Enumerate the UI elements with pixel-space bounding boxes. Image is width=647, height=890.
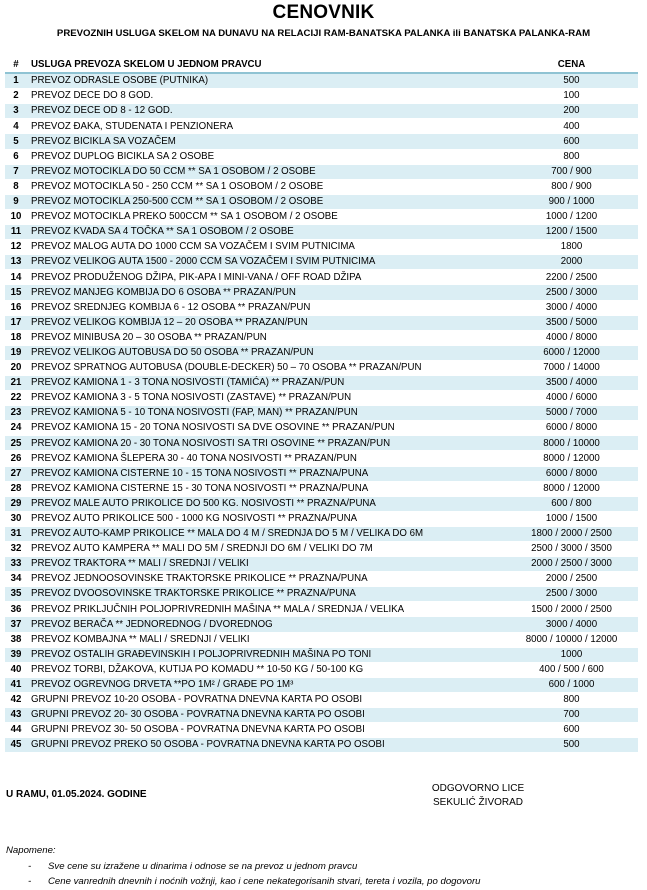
row-number: 45 — [5, 738, 27, 753]
row-price: 3000 / 4000 — [505, 617, 638, 632]
row-price: 6000 / 8000 — [505, 421, 638, 436]
table-row — [5, 315, 638, 330]
row-price: 500 — [505, 738, 638, 753]
row-number: 32 — [5, 542, 27, 557]
table-row — [5, 662, 638, 677]
row-number: 42 — [5, 692, 27, 707]
table-row — [5, 526, 638, 541]
table-row — [5, 406, 638, 421]
row-service: PREVOZ OGREVNOG DRVETA **PO 1M² / GRAĐE PO 1M³ — [27, 677, 505, 692]
row-number: 28 — [5, 481, 27, 496]
row-price: 6000 / 12000 — [505, 345, 638, 360]
row-number: 43 — [5, 708, 27, 723]
row-price: 600 / 1000 — [505, 677, 638, 692]
row-service: PREVOZ VELIKOG KOMBIJA 12 – 20 OSOBA ** PRAZAN/PUN — [27, 315, 505, 330]
row-service: PREVOZ DECE DO 8 GOD. — [27, 89, 505, 104]
row-service: PREVOZ DUPLOG BICIKLA SA 2 OSOBE — [27, 149, 505, 164]
row-number: 15 — [5, 285, 27, 300]
row-price: 6000 / 8000 — [505, 466, 638, 481]
row-number: 31 — [5, 526, 27, 541]
table-row — [5, 300, 638, 315]
responsible-title: ODGOVORNO LICE — [431, 783, 525, 794]
row-number: 10 — [5, 209, 27, 224]
document-subtitle: PREVOZNIH USLUGA SKELOM NA DUNAVU NA RELACIJI RAM-BANATSKA PALANKA ili BANATSKA PALANKA-RAM — [56, 28, 591, 39]
row-number: 3 — [5, 104, 27, 119]
row-service: PREVOZ KAMIONA 1 - 3 TONA NOSIVOSTI (TAMIĆA) ** PRAZAN/PUN — [27, 375, 505, 390]
row-number: 20 — [5, 360, 27, 375]
table-row — [5, 436, 638, 451]
row-service: GRUPNI PREVOZ 30- 50 OSOBA - POVRATNA DNEVNA KARTA PO OSOBI — [27, 723, 505, 738]
note-text: Cene vanrednih dnevnih i noćnih vožnji, kao i cene nekategorisanih stvari, tereta i vozila, po dogovoru — [48, 876, 481, 887]
row-service: PREVOZ PRODUŽENOG DŽIPA, PIK-APA I MINI-VANA / OFF ROAD DŽIPA — [27, 270, 505, 285]
row-service: PREVOZ BERAČA ** JEDNOREDNOG / DVOREDNOG — [27, 617, 505, 632]
row-number: 34 — [5, 572, 27, 587]
table-row — [5, 481, 638, 496]
table-row — [5, 255, 638, 270]
row-service: PREVOZ VELIKOG AUTA 1500 - 2000 CCM SA VOZAČEM I SVIM PUTNICIMA — [27, 255, 505, 270]
row-service: PREVOZ SREDNJEG KOMBIJA 6 - 12 OSOBA ** PRAZAN/PUN — [27, 300, 505, 315]
row-number: 17 — [5, 315, 27, 330]
row-service: PREVOZ AUTO-KAMP PRIKOLICE ** MALA DO 4 M / SREDNJA DO 5 M / VELIKA DO 6M — [27, 526, 505, 541]
row-service: PREVOZ KAMIONA 3 - 5 TONA NOSIVOSTI (ZASTAVE) ** PRAZAN/PUN — [27, 391, 505, 406]
table-row — [5, 421, 638, 436]
row-service: PREVOZ KAMIONA 5 - 10 TONA NOSIVOSTI (FAP, MAN) ** PRAZAN/PUN — [27, 406, 505, 421]
row-price: 2000 / 2500 / 3000 — [505, 557, 638, 572]
row-service: GRUPNI PREVOZ 20- 30 OSOBA - POVRATNA DNEVNA KARTA PO OSOBI — [27, 708, 505, 723]
row-number: 38 — [5, 632, 27, 647]
row-price: 8000 / 12000 — [505, 451, 638, 466]
row-price: 2000 / 2500 — [505, 572, 638, 587]
row-service: PREVOZ ĐAKA, STUDENATA I PENZIONERA — [27, 119, 505, 134]
table-row — [5, 164, 638, 179]
row-number: 30 — [5, 511, 27, 526]
row-price: 700 — [505, 708, 638, 723]
row-service: PREVOZ OSTALIH GRAĐEVINSKIH I POLJOPRIVREDNIH MAŠINA PO TONI — [27, 647, 505, 662]
table-row — [5, 723, 638, 738]
row-number: 22 — [5, 391, 27, 406]
row-service: PREVOZ KVADA SA 4 TOČKA ** SA 1 OSOBOM / 2 OSOBE — [27, 225, 505, 240]
row-number: 8 — [5, 179, 27, 194]
table-row — [5, 149, 638, 164]
row-number: 2 — [5, 89, 27, 104]
price-table — [5, 58, 638, 753]
table-row — [5, 557, 638, 572]
table-row — [5, 225, 638, 240]
row-service: PREVOZ MALE AUTO PRIKOLICE DO 500 KG. NOSIVOSTI ** PRAZNA/PUNA — [27, 496, 505, 511]
row-price: 200 — [505, 104, 638, 119]
table-header-row — [5, 58, 638, 73]
row-service: PREVOZ KOMBAJNA ** MALI / SREDNJI / VELIKI — [27, 632, 505, 647]
row-number: 1 — [5, 73, 27, 89]
note-item: - Sve cene su izražene u dinarima i odnose se na prevoz u jednom pravcu — [28, 861, 358, 872]
column-header-price: CENA — [505, 58, 638, 73]
row-price: 1800 / 2000 / 2500 — [505, 526, 638, 541]
table-row — [5, 466, 638, 481]
row-price: 800 — [505, 692, 638, 707]
row-service: PREVOZ DVOOSOVINSKE TRAKTORSKE PRIKOLICE ** PRAZNA/PUNA — [27, 587, 505, 602]
row-price: 800 / 900 — [505, 179, 638, 194]
row-price: 1000 / 1500 — [505, 511, 638, 526]
column-header-number: # — [5, 58, 27, 73]
notes-title: Napomene: — [6, 845, 56, 856]
row-service: PREVOZ KAMIONA 20 - 30 TONA NOSIVOSTI SA TRI OSOVINE ** PRAZAN/PUN — [27, 436, 505, 451]
row-service: PREVOZ AUTO KAMPERA ** MALI DO 5M / SREDNJI DO 6M / VELIKI DO 7M — [27, 542, 505, 557]
table-row — [5, 572, 638, 587]
row-price: 1500 / 2000 / 2500 — [505, 602, 638, 617]
table-row — [5, 391, 638, 406]
row-price: 2500 / 3000 — [505, 587, 638, 602]
row-number: 12 — [5, 240, 27, 255]
row-price: 400 — [505, 119, 638, 134]
row-number: 19 — [5, 345, 27, 360]
row-price: 900 / 1000 — [505, 194, 638, 209]
row-service: PREVOZ MOTOCIKLA 250-500 CCM ** SA 1 OSOBOM / 2 OSOBE — [27, 194, 505, 209]
row-number: 33 — [5, 557, 27, 572]
column-header-service: USLUGA PREVOZA SKELOM U JEDNOM PRAVCU — [27, 58, 505, 73]
row-price: 8000 / 10000 — [505, 436, 638, 451]
row-number: 9 — [5, 194, 27, 209]
row-number: 14 — [5, 270, 27, 285]
row-price: 2200 / 2500 — [505, 270, 638, 285]
row-service: PREVOZ MINIBUSA 20 – 30 OSOBA ** PRAZAN/PUN — [27, 330, 505, 345]
row-service: PREVOZ TORBI, DŽAKOVA, KUTIJA PO KOMADU ** 10-50 KG / 50-100 KG — [27, 662, 505, 677]
row-price: 600 / 800 — [505, 496, 638, 511]
table-row — [5, 451, 638, 466]
row-price: 600 — [505, 723, 638, 738]
row-number: 27 — [5, 466, 27, 481]
row-price: 3500 / 4000 — [505, 375, 638, 390]
row-price: 7000 / 14000 — [505, 360, 638, 375]
row-number: 29 — [5, 496, 27, 511]
table-row — [5, 677, 638, 692]
row-service: PREVOZ KAMIONA 15 - 20 TONA NOSIVOSTI SA DVE OSOVINE ** PRAZAN/PUN — [27, 421, 505, 436]
row-number: 18 — [5, 330, 27, 345]
row-number: 6 — [5, 149, 27, 164]
table-row — [5, 345, 638, 360]
row-price: 4000 / 8000 — [505, 330, 638, 345]
row-price: 2500 / 3000 — [505, 285, 638, 300]
table-row — [5, 738, 638, 753]
row-service: PREVOZ VELIKOG AUTOBUSA DO 50 OSOBA ** PRAZAN/PUN — [27, 345, 505, 360]
row-number: 35 — [5, 587, 27, 602]
row-service: PREVOZ KAMIONA CISTERNE 10 - 15 TONA NOSIVOSTI ** PRAZNA/PUNA — [27, 466, 505, 481]
document-title: CENOVNIK — [272, 2, 375, 23]
row-number: 24 — [5, 421, 27, 436]
table-row — [5, 542, 638, 557]
row-price: 8000 / 12000 — [505, 481, 638, 496]
row-number: 37 — [5, 617, 27, 632]
row-price: 2000 — [505, 255, 638, 270]
table-row — [5, 511, 638, 526]
row-service: PREVOZ BICIKLA SA VOZAČEM — [27, 134, 505, 149]
table-row — [5, 617, 638, 632]
table-row — [5, 692, 638, 707]
row-service: PREVOZ KAMIONA ŠLEPERA 30 - 40 TONA NOSIVOSTI ** PRAZAN/PUN — [27, 451, 505, 466]
row-service: PREVOZ TRAKTORA ** MALI / SREDNJI / VELIKI — [27, 557, 505, 572]
table-row — [5, 360, 638, 375]
row-number: 40 — [5, 662, 27, 677]
row-number: 11 — [5, 225, 27, 240]
row-service: PREVOZ ODRASLE OSOBE (PUTNIKA) — [27, 73, 505, 89]
table-row — [5, 270, 638, 285]
row-price: 4000 / 6000 — [505, 391, 638, 406]
row-number: 39 — [5, 647, 27, 662]
row-price: 5000 / 7000 — [505, 406, 638, 421]
row-service: PREVOZ KAMIONA CISTERNE 15 - 30 TONA NOSIVOSTI ** PRAZNA/PUNA — [27, 481, 505, 496]
row-service: PREVOZ MOTOCIKLA PREKO 500CCM ** SA 1 OSOBOM / 2 OSOBE — [27, 209, 505, 224]
table-row — [5, 194, 638, 209]
row-price: 2500 / 3000 / 3500 — [505, 542, 638, 557]
row-price: 3000 / 4000 — [505, 300, 638, 315]
row-number: 7 — [5, 164, 27, 179]
row-price: 400 / 500 / 600 — [505, 662, 638, 677]
table-row — [5, 104, 638, 119]
row-number: 13 — [5, 255, 27, 270]
table-row — [5, 209, 638, 224]
row-price: 100 — [505, 89, 638, 104]
row-number: 16 — [5, 300, 27, 315]
table-row — [5, 602, 638, 617]
row-price: 600 — [505, 134, 638, 149]
row-number: 4 — [5, 119, 27, 134]
row-service: PREVOZ MOTOCIKLA DO 50 CCM ** SA 1 OSOBOM / 2 OSOBE — [27, 164, 505, 179]
table-row — [5, 73, 638, 89]
row-number: 21 — [5, 375, 27, 390]
row-price: 3500 / 5000 — [505, 315, 638, 330]
row-number: 44 — [5, 723, 27, 738]
table-row — [5, 119, 638, 134]
table-row — [5, 134, 638, 149]
table-row — [5, 496, 638, 511]
responsible-name: SEKULIĆ ŽIVORAD — [432, 797, 524, 808]
row-service: PREVOZ AUTO PRIKOLICE 500 - 1000 KG NOSIVOSTI ** PRAZNA/PUNA — [27, 511, 505, 526]
row-number: 23 — [5, 406, 27, 421]
row-service: PREVOZ MANJEG KOMBIJA DO 6 OSOBA ** PRAZAN/PUN — [27, 285, 505, 300]
note-item: - Cene vanrednih dnevnih i noćnih vožnji, kao i cene nekategorisanih stvari, tereta i vozila, po dogovoru — [28, 876, 481, 887]
row-service: GRUPNI PREVOZ PREKO 50 OSOBA - POVRATNA DNEVNA KARTA PO OSOBI — [27, 738, 505, 753]
row-price: 700 / 900 — [505, 164, 638, 179]
row-price: 1000 — [505, 647, 638, 662]
table-row — [5, 587, 638, 602]
row-service: PREVOZ MOTOCIKLA 50 - 250 CCM ** SA 1 OSOBOM / 2 OSOBE — [27, 179, 505, 194]
row-service: PREVOZ JEDNOOSOVINSKE TRAKTORSKE PRIKOLICE ** PRAZNA/PUNA — [27, 572, 505, 587]
table-row — [5, 240, 638, 255]
row-service: PREVOZ DECE OD 8 - 12 GOD. — [27, 104, 505, 119]
table-row — [5, 647, 638, 662]
table-row — [5, 179, 638, 194]
row-price: 1200 / 1500 — [505, 225, 638, 240]
row-number: 25 — [5, 436, 27, 451]
row-service: GRUPNI PREVOZ 10-20 OSOBA - POVRATNA DNEVNA KARTA PO OSOBI — [27, 692, 505, 707]
row-service: PREVOZ MALOG AUTA DO 1000 CCM SA VOZAČEM I SVIM PUTNICIMA — [27, 240, 505, 255]
row-price: 1800 — [505, 240, 638, 255]
table-row — [5, 632, 638, 647]
table-row — [5, 708, 638, 723]
row-number: 5 — [5, 134, 27, 149]
row-price: 1000 / 1200 — [505, 209, 638, 224]
table-row — [5, 330, 638, 345]
table-row — [5, 285, 638, 300]
row-number: 36 — [5, 602, 27, 617]
responsible-person — [418, 782, 538, 810]
row-number: 41 — [5, 677, 27, 692]
table-row — [5, 89, 638, 104]
row-service: PREVOZ SPRATNOG AUTOBUSA (DOUBLE-DECKER) 50 – 70 OSOBA ** PRAZAN/PUN — [27, 360, 505, 375]
table-row — [5, 375, 638, 390]
row-price: 500 — [505, 73, 638, 89]
date-line: U RAMU, 01.05.2024. GODINE — [6, 789, 147, 800]
row-service: PREVOZ PRIKLJUČNIH POLJOPRIVREDNIH MAŠINA ** MALA / SREDNJA / VELIKA — [27, 602, 505, 617]
row-price: 800 — [505, 149, 638, 164]
note-text: Sve cene su izražene u dinarima i odnose se na prevoz u jednom pravcu — [48, 861, 358, 872]
row-price: 8000 / 10000 / 12000 — [505, 632, 638, 647]
row-number: 26 — [5, 451, 27, 466]
